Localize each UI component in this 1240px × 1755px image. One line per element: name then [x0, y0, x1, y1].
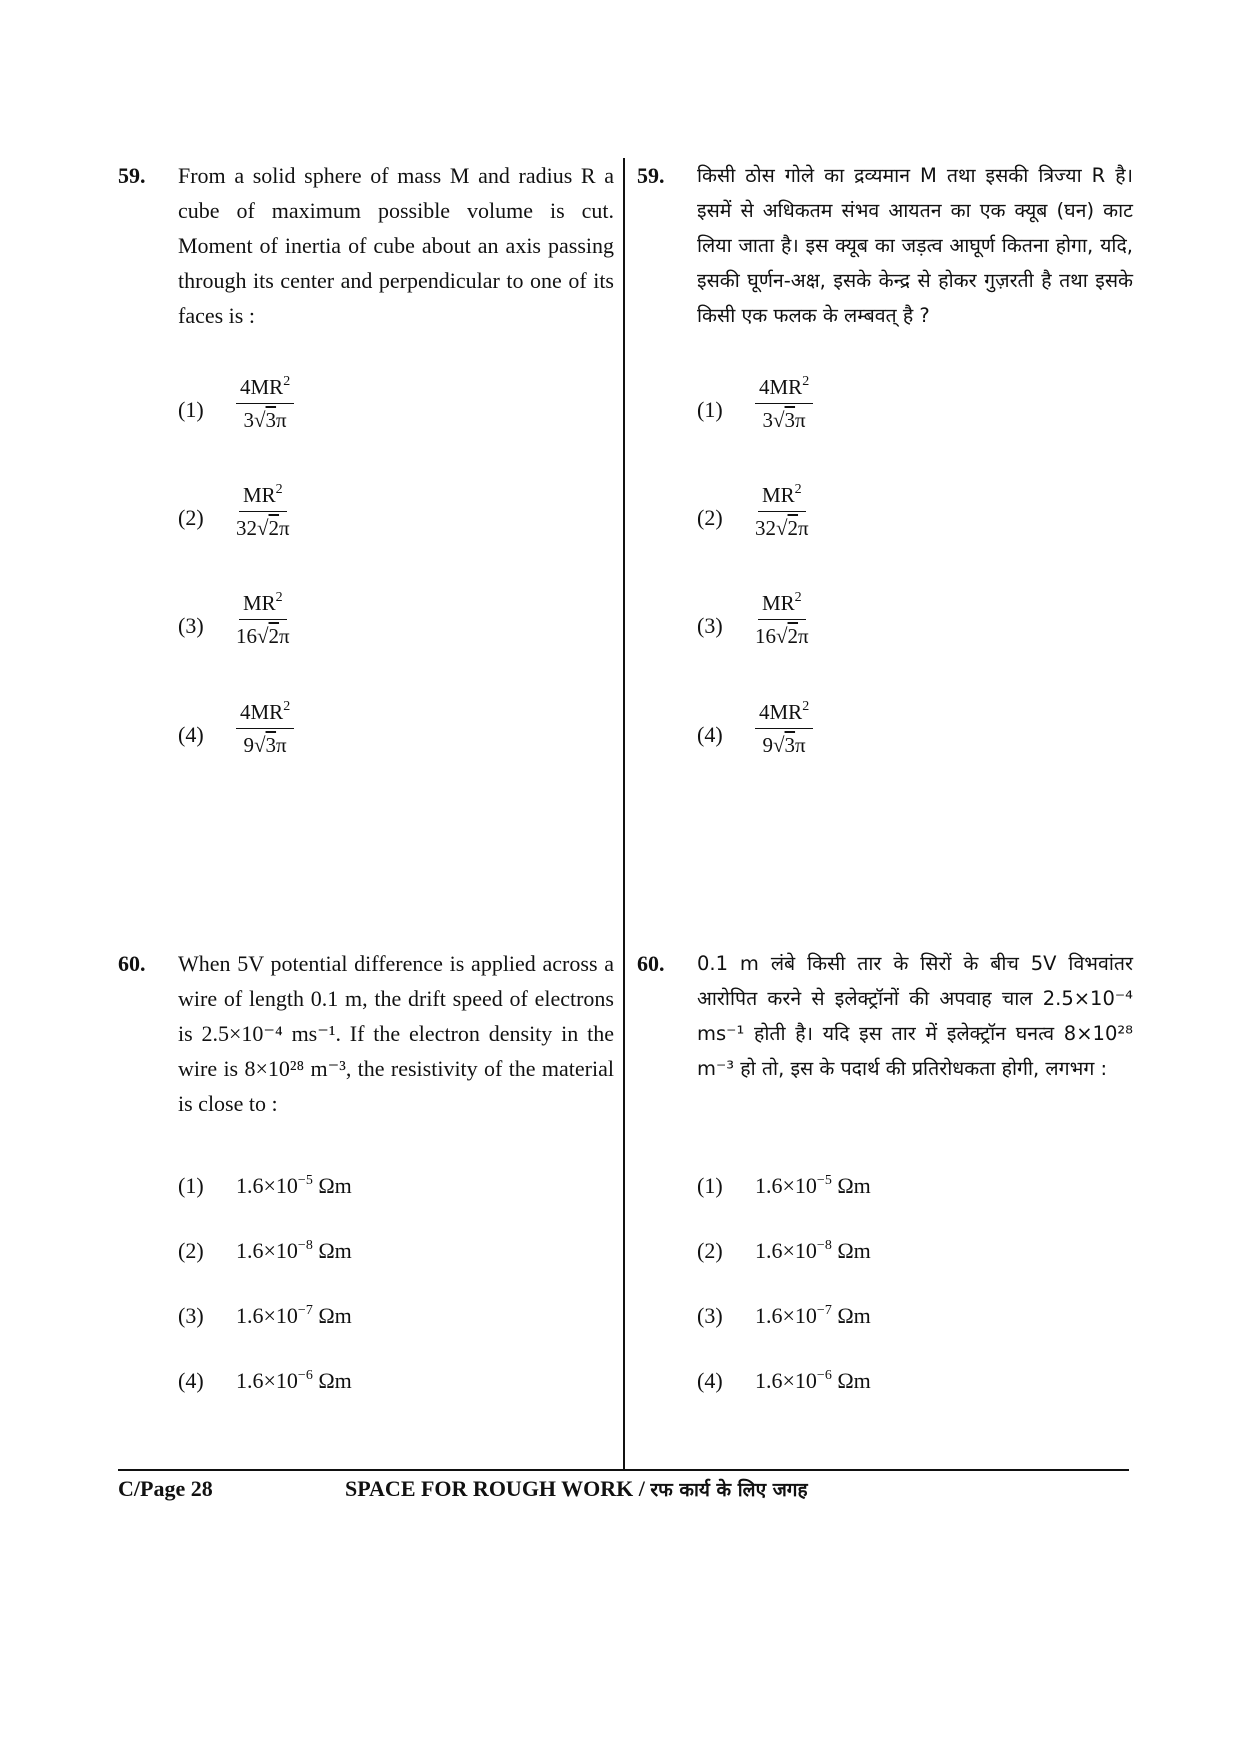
question-text: When 5V potential difference is applied across a wire of length 0.1 m, the drift speed of electrons is 2.5×10⁻⁴ ms⁻¹. If the electron density in the wire is 8×10²⁸ m⁻³, the resistivity of the material is close to :	[178, 951, 614, 1116]
rough-work-hi: रफ कार्य के लिए जगह	[650, 1479, 808, 1501]
option-value: $1.6\times 10^{-5}$ Ωm	[236, 1173, 352, 1198]
option-label: (1)	[178, 1173, 204, 1198]
option-label: (1)	[178, 397, 204, 422]
option-value: $1.6\times 10^{-6}$ Ωm	[236, 1368, 352, 1393]
option-label: (2)	[178, 505, 204, 530]
fraction: $\frac{MR^2}{16√2\pi}$	[236, 585, 290, 649]
column-divider	[623, 158, 625, 1470]
option-label: (3)	[697, 1303, 723, 1328]
option-label: (3)	[697, 613, 723, 638]
question-number: 60.	[637, 951, 665, 976]
option-label: (4)	[178, 722, 204, 747]
question-number: 59.	[637, 163, 665, 188]
fraction: $\frac{4MR^2}{3√3\pi}$	[755, 369, 813, 433]
option-label: (3)	[178, 1303, 204, 1328]
option-label: (1)	[697, 397, 723, 422]
option-label: (2)	[697, 1238, 723, 1263]
fraction: $\frac{4MR^2}{9√3\pi}$	[236, 694, 294, 758]
fraction: $\frac{MR^2}{16√2\pi}$	[755, 585, 809, 649]
question-text: From a solid sphere of mass M and radius R a cube of maximum possible volume is cut. Moment of inertia of cube about an axis passing through its center and perpendicular to one of its faces is :	[178, 163, 614, 328]
page-number: C/Page 28	[118, 1476, 213, 1501]
option-label: (3)	[178, 613, 204, 638]
option-label: (2)	[178, 1238, 204, 1263]
question-text: 0.1 m लंबे किसी तार के सिरों के बीच 5V विभवांतर आरोपित करने से इलेक्ट्रॉनों की अपवाह चाल 2.5×10⁻⁴ ms⁻¹ होती है। यदि इस तार में इलेक्ट्रॉन घनत्व 8×10²⁸ m⁻³ हो तो, इस के पदार्थ की प्रतिरोधकता होगी, लगभग :	[697, 952, 1133, 1080]
option-value: $1.6\times 10^{-8}$ Ωm	[755, 1238, 871, 1263]
fraction: $\frac{MR^2}{32√2\pi}$	[236, 477, 290, 541]
option-label: (4)	[178, 1368, 204, 1393]
fraction: $\frac{4MR^2}{3√3\pi}$	[236, 369, 294, 433]
footer-rule	[118, 1469, 1129, 1471]
fraction: $\frac{4MR^2}{9√3\pi}$	[755, 694, 813, 758]
option-label: (4)	[697, 1368, 723, 1393]
question-number: 59.	[118, 163, 146, 188]
question-text: किसी ठोस गोले का द्रव्यमान M तथा इसकी त्रिज्या R है। इसमें से अधिकतम संभव आयतन का एक क्यूब (घन) काट लिया जाता है। इस क्यूब का जड़त्व आघूर्ण कितना होगा, यदि, इसकी घूर्णन-अक्ष, इसके केन्द्र से होकर गुज़रती है तथा इसके किसी एक फलक के लम्बवत् है ?	[697, 164, 1133, 327]
option-label: (4)	[697, 722, 723, 747]
option-value: $1.6\times 10^{-7}$ Ωm	[236, 1303, 352, 1328]
option-value: $1.6\times 10^{-8}$ Ωm	[236, 1238, 352, 1263]
option-value: $1.6\times 10^{-7}$ Ωm	[755, 1303, 871, 1328]
option-value: $1.6\times 10^{-5}$ Ωm	[755, 1173, 871, 1198]
fraction: $\frac{MR^2}{32√2\pi}$	[755, 477, 809, 541]
option-value: $1.6\times 10^{-6}$ Ωm	[755, 1368, 871, 1393]
option-label: (2)	[697, 505, 723, 530]
question-number: 60.	[118, 951, 146, 976]
rough-work-label	[345, 1474, 808, 1505]
rough-work-en: SPACE FOR ROUGH WORK /	[345, 1476, 645, 1501]
option-label: (1)	[697, 1173, 723, 1198]
